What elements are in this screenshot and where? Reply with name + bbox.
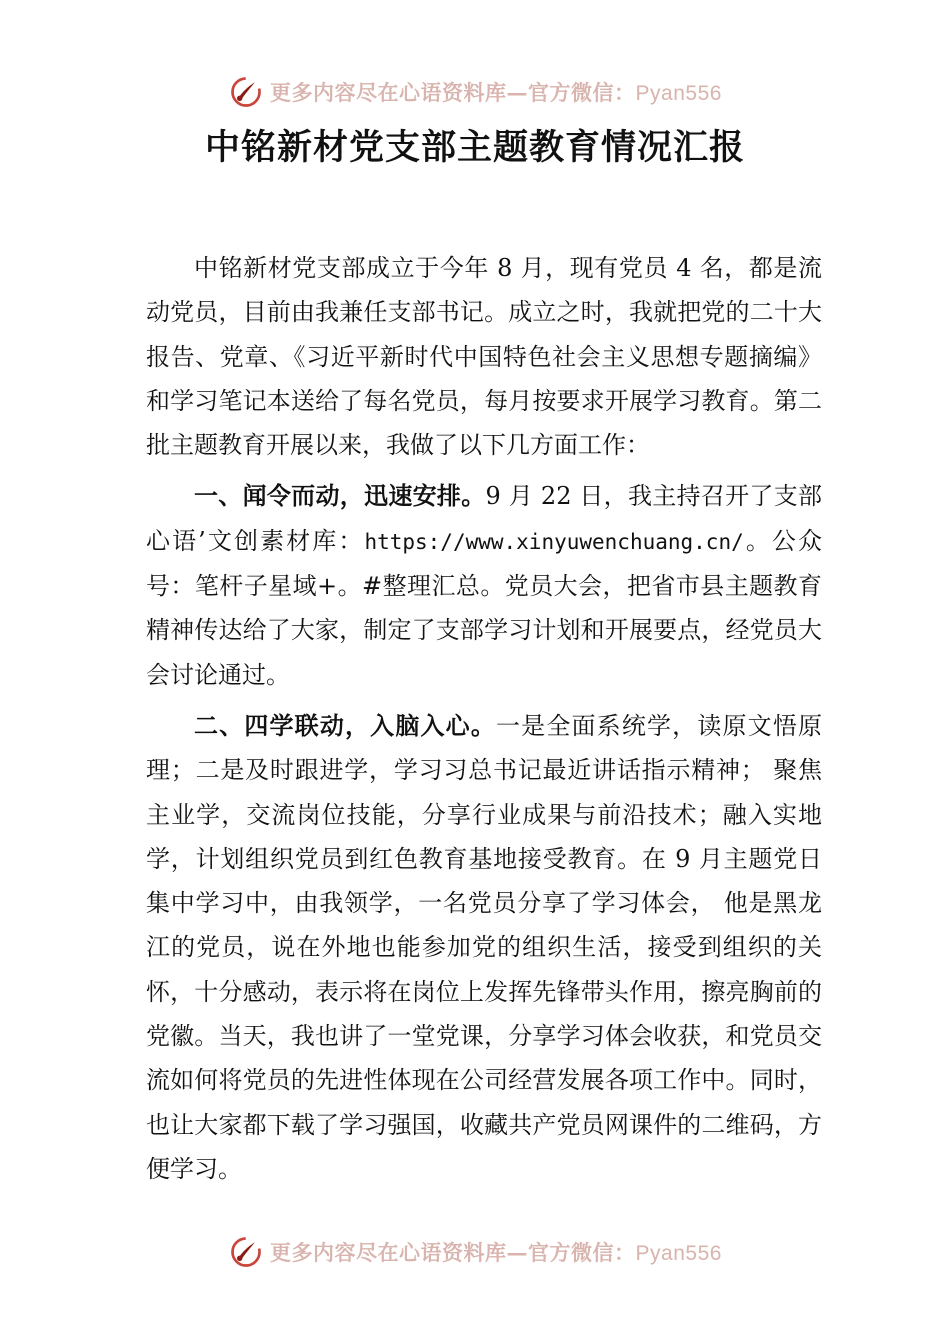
document-title: 中铭新材党支部主题教育情况汇报 [204, 127, 745, 168]
document-body [146, 246, 822, 1198]
paragraph-intro: 中铭新材党支部成立于今年 8 月，现有党员 4 名，都是流动党员，目前由我兼任支部书记。成立之时，我就把党的二十大报告、党章、《习近平新时代中国特色社会主义思想专题摘编》和学习笔记本送给了每名党员，每月按要求开展学习教育。第二批主题教育开展以来，我做了以下几方面工作： [146, 254, 822, 460]
paragraph-section-1: 一、闻令而动，迅速安排。9 月 22 日，我主持召开了支部心语’文创素材库：https://www.xinyuwenchuang.cn/。公众号：笔杆子星域+。#整理汇总。党员大会，把省市县主题教育精神传达给了大家，制定了支部学习计划和开展要点，经党员大会讨论通过。 [146, 482, 823, 689]
header-banner [0, 72, 950, 112]
section-1-heading: 一、闻令而动，迅速安排。 [194, 482, 486, 511]
banner-wechat-id: Pyan556 [635, 1242, 722, 1265]
banner-wechat-id: Pyan556 [635, 82, 722, 105]
footer-banner [0, 1232, 950, 1272]
banner-text: 更多内容尽在心语资料库—官方微信：Pyan556 [270, 80, 722, 105]
website-url: https://www.xinyuwenchuang.cn/ [364, 529, 744, 554]
paragraph-section-2: 二、四学联动，入脑入心。一是全面系统学，读原文悟原理；二是及时跟进学，学习习总书记最近讲话指示精神； 聚焦主业学，交流岗位技能，分享行业成果与前沿技术；融入实地学，计划组织党员到红色教育基地接受教育。在 9 月主题党日集中学习中，由我领学，一名党员分享了学习体会， 他是黑龙江的党员，说在外地也能参加党的组织生活，接受到组织的关怀，十分感动，表示将在岗位上发挥先锋带头作用，擦亮胸前的党徽。当天，我也讲了一堂党课，分享学习体会收获，和党员交流如何将党员的先进性体现在公司经营发展各项工作中。同时，也让大家都下载了学习强国，收藏共产党员网课件的二维码，方便学习。 [146, 711, 822, 1183]
brush-circle-logo-icon [228, 74, 264, 110]
banner-text: 更多内容尽在心语资料库—官方微信：Pyan556 [270, 1240, 722, 1265]
brush-circle-logo-icon [228, 1234, 264, 1270]
section-2-heading: 二、四学联动，入脑入心。 [194, 711, 496, 740]
